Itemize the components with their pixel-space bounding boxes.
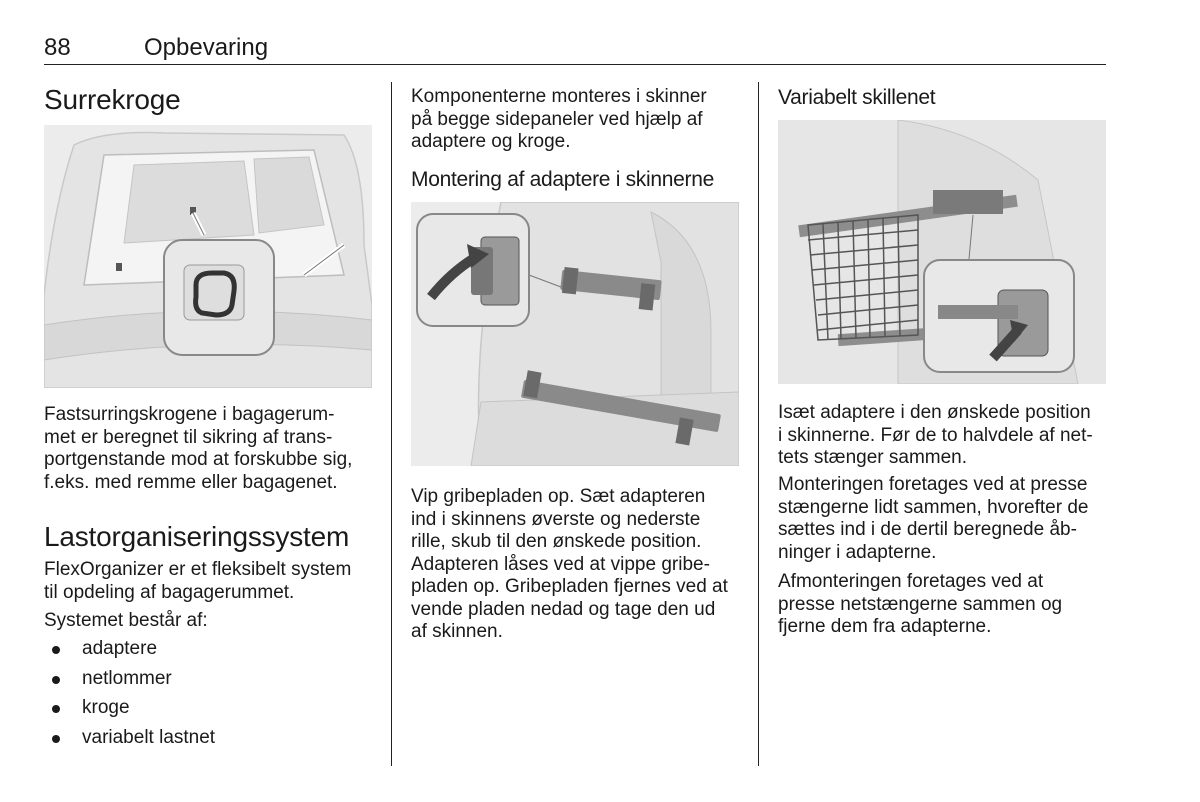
adapter-mounting-illustration — [411, 202, 739, 466]
component-list — [44, 638, 215, 756]
section-heading-surrekroge: Surrekroge — [44, 84, 181, 115]
adapter-mounting-instructions: Vip gribepladen op. Sæt adapteren ind i skinnens øverste og nederste rille, skub til den ønskede position. Adapteren låses ved at vippe gribe- pladen op. Gribepladen fjernes ved at vende pladen nedad og tage den ud af skinnen. — [411, 486, 728, 642]
subheading-adapter-mounting: Montering af adaptere i skinnerne — [411, 168, 714, 191]
net-insert-instructions: Isæt adaptere i den ønskede position i skinnerne. Før de to halvdele af net- tets stænger sammen. — [778, 402, 1093, 468]
flexorganizer-description: FlexOrganizer er et fleksibelt system til opdeling af bagagerummet. — [44, 559, 352, 603]
net-mounting-instructions: Monteringen foretages ved at presse stængerne lidt sammen, hvorefter de sættes ind i de dertil beregnede åb- ninger i adapterne. — [778, 474, 1089, 563]
column-divider — [758, 82, 759, 766]
section-heading-lastorganisering: Lastorganiseringssystem — [44, 521, 350, 552]
net-removal-instructions: Afmonteringen foretages ved at presse netstængerne sammen og fjerne dem fra adapterne. — [778, 571, 1063, 637]
tie-down-description: Fastsurringskrogene i bagagerum- met er beregnet til sikring af trans- portgenstande mod at forskubbe sig, f.eks. med remme eller bagagenet. — [44, 404, 353, 493]
system-consists-of: Systemet består af: — [44, 610, 208, 631]
page-number: 88 — [44, 34, 71, 61]
list-item: netlommer — [44, 668, 215, 698]
list-item: adaptere — [44, 638, 215, 668]
chapter-title: Opbevaring — [144, 34, 269, 61]
variable-net-illustration — [778, 120, 1106, 384]
subheading-variable-net: Variabelt skillenet — [778, 86, 936, 109]
list-item: variabelt lastnet — [44, 727, 215, 757]
components-mounting-intro: Komponenterne monteres i skinner på begge sidepaneler ved hjælp af adaptere og kroge. — [411, 86, 707, 152]
tie-down-hooks-illustration — [44, 125, 372, 388]
list-item: kroge — [44, 697, 215, 727]
page-header — [44, 34, 1106, 65]
column-divider — [391, 82, 392, 766]
